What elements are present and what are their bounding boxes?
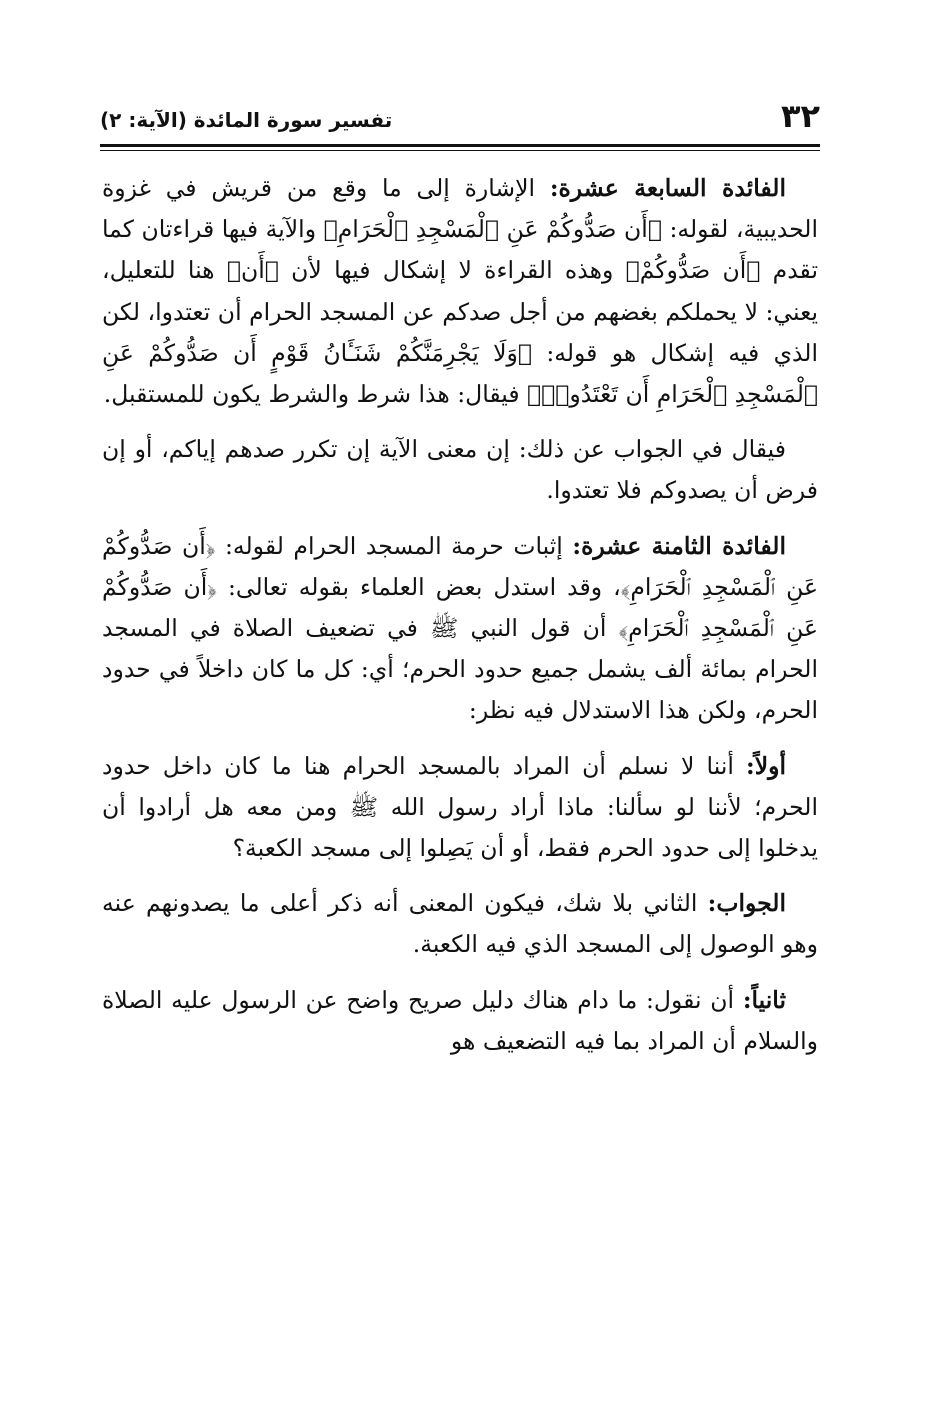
paragraph-text: إثبات حرمة المسجد الحرام لقوله: ﴿أَن صَدُّوكُمْ عَنِ ٱلْمَسْجِدِ ٱلْحَرَامِ﴾، وقد استدل بعض العلماء بقوله تعالى: ﴿أَن صَدُّوكُمْ عَنِ ٱلْمَسْجِدِ ٱلْحَرَامِ﴾ أن قول النبي ﷺ في تضعيف الصلاة في المسجد الحرام بمائة ألف يشمل جميع حدود الحرم؛ أي: كل ما كان داخلاً في حدود الحرم، ولكن هذا الاستدلال فيه نظر: xyxy=(102,531,818,725)
paragraph-lead: الجواب: xyxy=(707,889,786,918)
paragraph-the-answer xyxy=(102,883,818,965)
paragraph-lead: الفائدة السابعة عشرة: xyxy=(549,174,786,202)
paragraph-text: أن نقول: ما دام هناك دليل صريح واضح عن الرسول عليه الصلاة والسلام أن المراد بما فيه التضعيف هو xyxy=(102,985,818,1055)
paragraph-eighteenth-benefit xyxy=(102,526,818,732)
paragraph-text: أننا لا نسلم أن المراد بالمسجد الحرام هنا ما كان داخل حدود الحرم؛ لأننا لو سألنا: ماذا أراد رسول الله ﷺ ومن معه هل أرادوا أن يدخلوا إلى حدود الحرم فقط، أو أن يَصِلوا إلى مسجد الكعبة؟ xyxy=(102,751,818,863)
paragraph-secondly xyxy=(102,980,818,1062)
paragraph-lead: أولاً: xyxy=(746,751,786,780)
paragraph-answer-to-objection xyxy=(102,429,818,511)
paragraph-lead: الفائدة الثامنة عشرة: xyxy=(572,531,786,560)
paragraph-text: فيقال في الجواب عن ذلك: إن معنى الآية إن تكرر صدهم إياكم، أو إن فرض أن يصدوكم فلا تعتدوا. xyxy=(102,435,818,505)
header-rule-thick xyxy=(100,144,820,147)
page-body xyxy=(102,168,818,1076)
paragraph-firstly xyxy=(102,746,818,870)
paragraph-text: الإشارة إلى ما وقع من قريش في غزوة الحديبية، لقوله: ﴿أَن صَدُّوكُمْ عَنِ ٱلْمَسْجِدِ ٱلْحَرَامِ﴾ والآية فيها قراءتان كما تقدم ﴿أَن صَدُّوكُمْ﴾ وهذه القراءة لا إشكال فيها لأن ﴿أَن﴾ هنا للتعليل، يعني: لا يحملكم بغضهم من أجل صدكم عن المسجد الحرام أن تعتدوا، لكن الذي فيه إشكال هو قوله: ﴿وَلَا يَجْرِمَنَّكُمْ شَنَـَٔانُ قَوْمٍ أَن صَدُّوكُمْ عَنِ ٱلْمَسْجِدِ ٱلْحَرَامِ أَن تَعْتَدُوا۟﴾ فيقال: هذا شرط والشرط يكون للمستقبل. xyxy=(102,174,818,409)
paragraph-text: الثاني بلا شك، فيكون المعنى أنه ذكر أعلى ما يصدونهم عنه وهو الوصول إلى المسجد الذي فيه الكعبة. xyxy=(102,889,818,959)
paragraph-seventeenth-benefit xyxy=(102,168,818,415)
page-header xyxy=(100,98,820,142)
running-title: تفسير سورة المائدة (الآية: ٢) xyxy=(100,108,393,132)
paragraph-lead: ثانياً: xyxy=(742,985,786,1014)
page-number: ٣٢ xyxy=(780,97,820,135)
header-rule-thin xyxy=(100,150,820,151)
